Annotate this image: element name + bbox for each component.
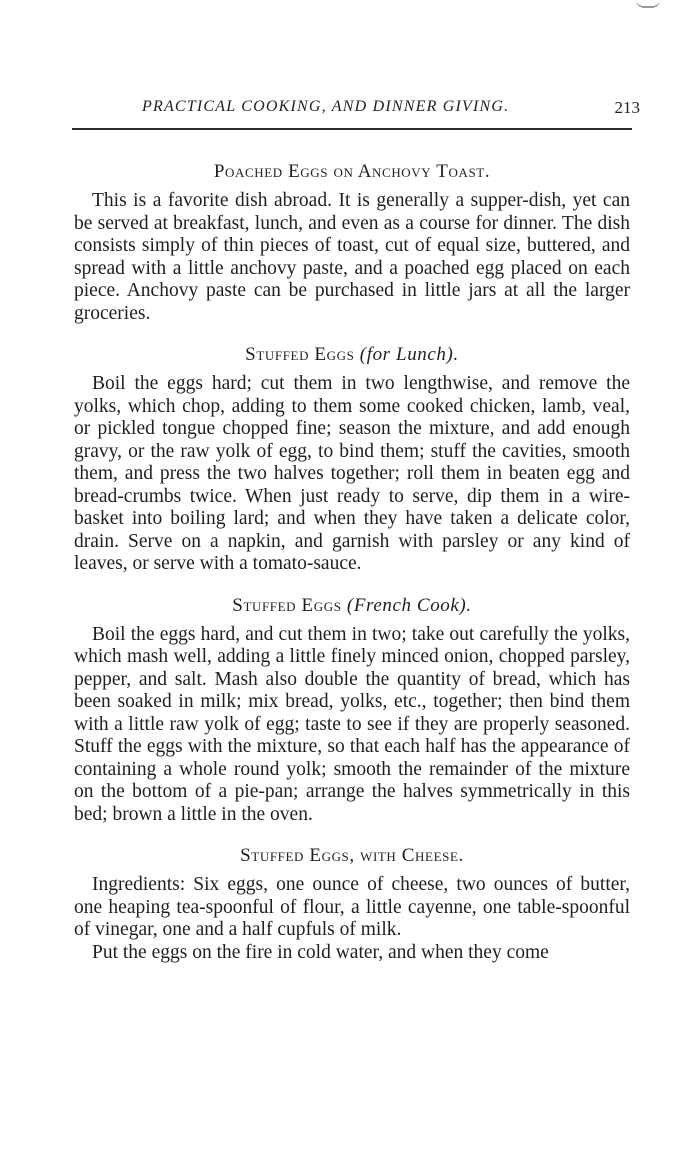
section-heading: Stuffed Eggs (French Cook). <box>232 594 472 616</box>
recipe-stuffed-eggs-cheese <box>74 844 630 964</box>
page-number: 213 <box>614 98 640 117</box>
section-heading-note: (French Cook). <box>346 594 472 616</box>
paragraph: Put the eggs on the fire in cold water, and when they come <box>92 941 549 963</box>
paragraph: This is a favorite dish abroad. It is generally a supper-dish, yet can be served at breakfast, lunch, and even as a course for dinner. The dish consists simply of thin pieces of toast, cut of equal size, buttered, and spread with a little anchovy paste, and a poached egg placed on each piece. Anchovy paste can be purchased in little jars at all the larger groceries. <box>74 190 630 324</box>
recipe-stuffed-eggs-french <box>74 594 630 827</box>
page-body <box>74 160 630 964</box>
recipe-stuffed-eggs-lunch <box>74 343 630 576</box>
page-header <box>70 96 640 120</box>
section-heading: Stuffed Eggs, with Cheese. <box>240 845 464 866</box>
header-rule <box>72 128 632 130</box>
paragraph: Ingredients: Six eggs, one ounce of cheese, two ounces of butter, one heaping tea-spoonful of flour, a little cayenne, one table-spoonful of vinegar, one and a half cupfuls of milk. <box>74 874 630 940</box>
section-heading-note: (for Lunch). <box>359 344 459 365</box>
paragraph: Boil the eggs hard, and cut them in two; take out carefully the yolks, which mash well, adding a little finely minced onion, chopped parsley, pepper, and salt. Mash also double the quantity of bread, which has been soaked in milk; mix bread, yolks, etc., together; then bind them with a little raw yolk of egg; taste to see if they are properly seasoned. Stuff the eggs with the mixture, so that each half has the appearance of containing a whole round yolk; smooth the remainder of the mixture on the bottom of a pie-pan; arrange the halves symmetrically in this bed; brown a little in the oven. <box>74 623 630 825</box>
recipe-poached-eggs-anchovy-toast <box>74 160 630 325</box>
section-heading: Poached Eggs on Anchovy Toast. <box>213 161 491 182</box>
paragraph: Boil the eggs hard; cut them in two lengthwise, and remove the yolks, which chop, adding to them some cooked chicken, lamb, veal, or pickled tongue chopped fine; season the mixture, and add enough gravy, or the raw yolk of egg, to bind them; stuff the cavities, smooth them, and press the two halves together; roll them in beaten egg and bread-crumbs twice. When just ready to serve, dip them in a wire-basket into boiling lard; and when they have taken a delicate color, drain. Serve on a napkin, and garnish with parsley or any kind of leaves, or serve with a tomato-sauce. <box>74 373 630 574</box>
page-corner-mark <box>636 0 660 8</box>
section-heading: Stuffed Eggs (for Lunch). <box>245 344 459 365</box>
running-title: PRACTICAL COOKING, AND DINNER GIVING. <box>142 98 510 115</box>
